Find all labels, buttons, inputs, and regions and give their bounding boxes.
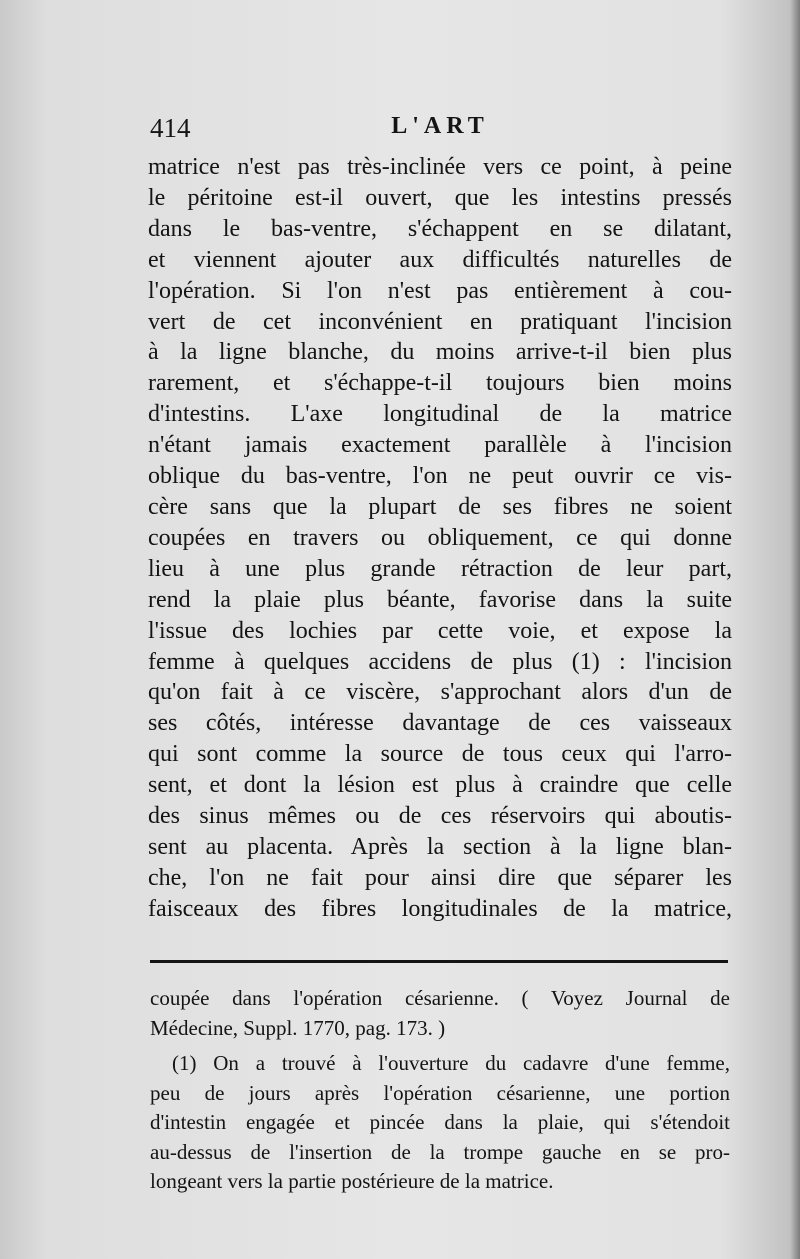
footnote-continuation-line: coupée dans l'opération césarienne. ( Voyez Journal de bbox=[150, 986, 730, 1010]
body-line: dans le bas-ventre, s'échappent en se dilatant, bbox=[148, 215, 732, 242]
body-line: rend la plaie plus béante, favorise dans la suite bbox=[148, 586, 732, 613]
body-line: che, l'on ne fait pour ainsi dire que séparer les bbox=[148, 864, 732, 891]
footnote-rule bbox=[150, 960, 728, 963]
body-line: ses côtés, intéresse davantage de ces vaisseaux bbox=[148, 710, 732, 737]
body-line: à la ligne blanche, du moins arrive-t-il bien plus bbox=[148, 339, 732, 366]
body-line: et viennent ajouter aux difficultés naturelles de bbox=[148, 246, 732, 273]
body-line: sent, et dont la lésion est plus à craindre que celle bbox=[148, 772, 732, 799]
body-line: oblique du bas-ventre, l'on ne peut ouvrir ce vis- bbox=[148, 463, 732, 490]
body-line: matrice n'est pas très-inclinée vers ce point, à peine bbox=[148, 154, 732, 180]
body-line: coupées en travers ou obliquement, ce qui donne bbox=[148, 524, 732, 551]
body-line: n'étant jamais exactement parallèle à l'incision bbox=[148, 432, 732, 459]
body-line: des sinus mêmes ou de ces réservoirs qui aboutis- bbox=[148, 803, 732, 830]
body-line: faisceaux des fibres longitudinales de la matrice, bbox=[148, 895, 732, 922]
body-line: qu'on fait à ce viscère, s'approchant alors d'un de bbox=[148, 679, 732, 706]
body-line: qui sont comme la source de tous ceux qui l'arro- bbox=[148, 741, 732, 768]
footnote-line: au-dessus de l'insertion de la trompe gauche en se pro- bbox=[150, 1139, 730, 1164]
body-line: l'opération. Si l'on n'est pas entièrement à cou- bbox=[148, 277, 732, 304]
body-line: vert de cet inconvénient en pratiquant l'incision bbox=[148, 308, 732, 335]
body-line: d'intestins. L'axe longitudinal de la matrice bbox=[148, 401, 732, 428]
page-header bbox=[150, 113, 730, 147]
page-edge-shadow bbox=[790, 0, 800, 1259]
footnote-line: d'intestin engagée et pincée dans la plaie, qui s'étendoit bbox=[150, 1110, 730, 1134]
body-line: l'issue des lochies par cette voie, et expose la bbox=[148, 617, 732, 644]
body-line: femme à quelques accidens de plus (1) : l'incision bbox=[148, 648, 732, 675]
body-line: sent au placenta. Après la section à la ligne blan- bbox=[148, 833, 732, 860]
body-line: rarement, et s'échappe-t-il toujours bien moins bbox=[148, 370, 732, 397]
page-number: 414 bbox=[150, 113, 191, 143]
footnote-line: longeant vers la partie postérieure de la matrice. bbox=[150, 1169, 554, 1193]
body-line: lieu à une plus grande rétraction de leur part, bbox=[148, 555, 732, 582]
body-text bbox=[148, 152, 732, 925]
footnote-continuation-line: Médecine, Suppl. 1770, pag. 173. ) bbox=[150, 1015, 446, 1040]
footnotes bbox=[150, 984, 730, 1197]
footnote-line: (1) On a trouvé à l'ouverture du cadavre d'une femme, bbox=[172, 1051, 730, 1075]
running-head: L'ART bbox=[391, 113, 489, 139]
body-line: le péritoine est-il ouvert, que les intestins pressés bbox=[148, 184, 732, 211]
footnote-line: peu de jours après l'opération césarienne, une portion bbox=[150, 1080, 730, 1105]
body-line: cère sans que la plupart de ses fibres ne soient bbox=[148, 493, 732, 520]
